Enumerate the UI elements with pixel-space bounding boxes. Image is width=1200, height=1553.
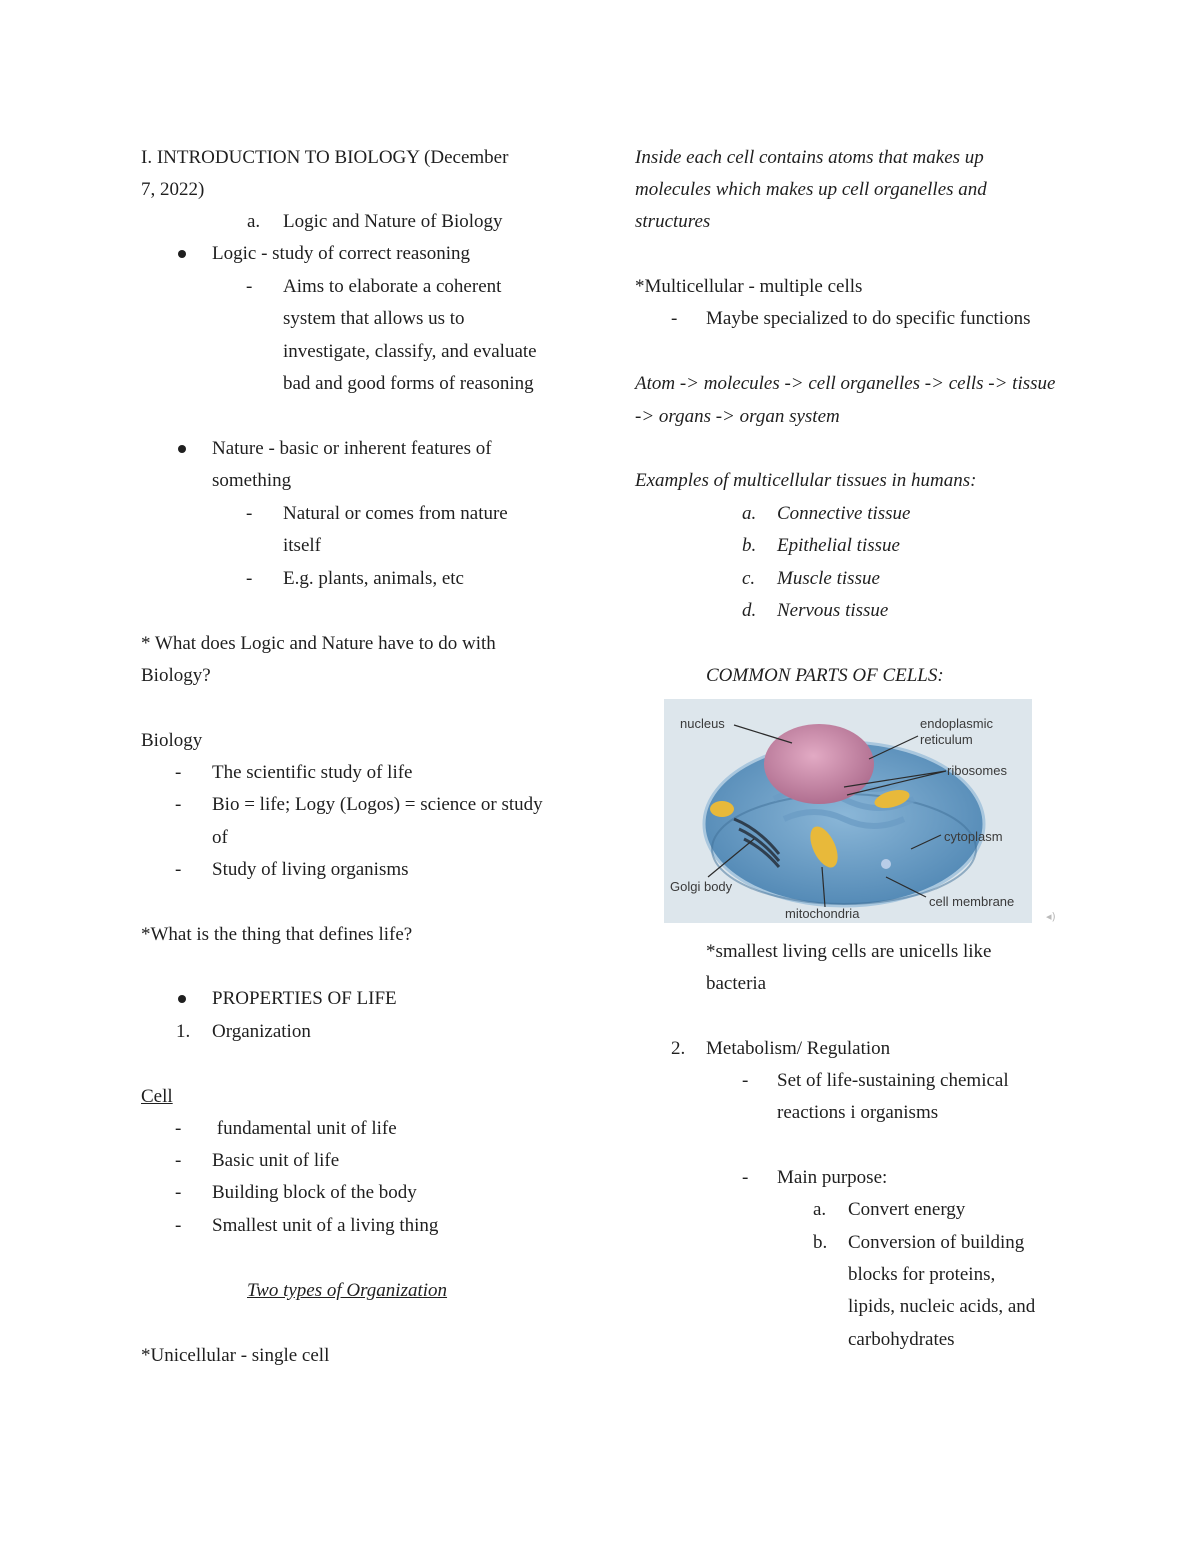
nature-sub-line: itself bbox=[283, 535, 321, 556]
list-marker: c. bbox=[742, 568, 756, 589]
logic-sub-line: investigate, classify, and evaluate bbox=[283, 341, 537, 362]
list-marker: 1. bbox=[176, 1021, 191, 1042]
list-marker: d. bbox=[742, 600, 757, 621]
dash-marker: - bbox=[742, 1167, 749, 1188]
cell-item: fundamental unit of life bbox=[212, 1118, 397, 1139]
bullet-dot bbox=[178, 445, 186, 453]
dash-marker: - bbox=[671, 308, 678, 329]
inside-cell-line: structures bbox=[635, 211, 711, 232]
logic-sub-line: bad and good forms of reasoning bbox=[283, 373, 534, 394]
bullet-dot bbox=[178, 995, 186, 1003]
tissue-item: Nervous tissue bbox=[777, 600, 889, 621]
inside-cell-line: Inside each cell contains atoms that makes up bbox=[635, 147, 984, 168]
section-heading-line2: 7, 2022) bbox=[141, 179, 205, 200]
purpose-line: carbohydrates bbox=[848, 1329, 955, 1350]
tissue-item: Muscle tissue bbox=[777, 568, 880, 589]
cell-item: Building block of the body bbox=[212, 1182, 417, 1203]
cell-title: Cell bbox=[141, 1086, 173, 1107]
dash-marker: - bbox=[175, 1215, 182, 1236]
subsection-title: Logic and Nature of Biology bbox=[283, 211, 503, 232]
dash-marker: - bbox=[246, 503, 253, 524]
list-marker: b. bbox=[813, 1232, 828, 1253]
logic-sub-line: system that allows us to bbox=[283, 308, 465, 329]
dash-marker: - bbox=[742, 1070, 749, 1091]
tissue-item: Epithelial tissue bbox=[777, 535, 900, 556]
multicellular-definition: *Multicellular - multiple cells bbox=[635, 276, 863, 297]
question-line2: Biology? bbox=[141, 665, 211, 686]
dash-marker: - bbox=[175, 762, 182, 783]
biology-title: Biology bbox=[141, 730, 203, 751]
cell-item: Basic unit of life bbox=[212, 1150, 340, 1171]
logic-definition: Logic - study of correct reasoning bbox=[212, 243, 470, 264]
smallest-cells-line1: *smallest living cells are unicells like bbox=[706, 941, 992, 962]
dash-marker: - bbox=[246, 568, 253, 589]
list-marker: a. bbox=[742, 503, 757, 524]
bullet-dot bbox=[178, 250, 186, 258]
label-endoplasmic: endoplasmic bbox=[920, 716, 993, 731]
list-marker: b. bbox=[742, 535, 757, 556]
organization-label: Organization bbox=[212, 1021, 311, 1042]
hierarchy-line2: -> organs -> organ system bbox=[635, 406, 840, 427]
vesicle-shape bbox=[881, 859, 891, 869]
biology-item: The scientific study of life bbox=[212, 762, 413, 783]
hierarchy-line1: Atom -> molecules -> cell organelles -> cells -> tissue bbox=[635, 373, 1056, 394]
dash-marker: - bbox=[175, 794, 182, 815]
tissue-item: Connective tissue bbox=[777, 503, 911, 524]
nature-sub-line: Natural or comes from nature bbox=[283, 503, 508, 524]
cell-item: Smallest unit of a living thing bbox=[212, 1215, 439, 1236]
metabolism-sub-line: Main purpose: bbox=[777, 1167, 888, 1188]
unicellular-definition: *Unicellular - single cell bbox=[141, 1345, 330, 1366]
nature-definition-line1: Nature - basic or inherent features of bbox=[212, 438, 492, 459]
metabolism-sub-line: Set of life-sustaining chemical bbox=[777, 1070, 1009, 1091]
examples-title: Examples of multicellular tissues in humans: bbox=[635, 470, 977, 491]
purpose-line: Conversion of building bbox=[848, 1232, 1025, 1253]
biology-item: Study of living organisms bbox=[212, 859, 409, 880]
common-parts-heading: COMMON PARTS OF CELLS: bbox=[706, 665, 944, 686]
multicellular-sub: Maybe specialized to do specific functions bbox=[706, 308, 1031, 329]
subsection-marker: a. bbox=[247, 211, 261, 232]
label-golgi: Golgi body bbox=[670, 879, 733, 894]
list-marker: 2. bbox=[671, 1038, 686, 1059]
section-heading-line1: I. INTRODUCTION TO BIOLOGY (December bbox=[141, 147, 509, 168]
two-types-heading: Two types of Organization bbox=[247, 1280, 448, 1301]
nature-definition-line2: something bbox=[212, 470, 292, 491]
label-cell-membrane: cell membrane bbox=[929, 894, 1015, 909]
dash-marker: - bbox=[175, 1150, 182, 1171]
dash-marker: - bbox=[175, 859, 182, 880]
question-defines-life: *What is the thing that defines life? bbox=[141, 924, 413, 945]
purpose-line: Convert energy bbox=[848, 1199, 966, 1220]
biology-item: of bbox=[212, 827, 228, 848]
label-mitochondria: mitochondria bbox=[785, 906, 860, 921]
metabolism-label: Metabolism/ Regulation bbox=[706, 1038, 891, 1059]
biology-item: Bio = life; Logy (Logos) = science or study bbox=[212, 794, 543, 815]
inside-cell-line: molecules which makes up cell organelles and bbox=[635, 179, 987, 200]
metabolism-sub-line: reactions i organisms bbox=[777, 1102, 939, 1123]
cell-diagram bbox=[664, 699, 1032, 923]
speaker-icon[interactable]: ◂) bbox=[1046, 910, 1056, 923]
mitochondrion-shape bbox=[710, 801, 734, 817]
nature-sub-line: E.g. plants, animals, etc bbox=[283, 568, 464, 589]
label-nucleus: nucleus bbox=[680, 716, 725, 731]
dash-marker: - bbox=[175, 1118, 182, 1139]
smallest-cells-line2: bacteria bbox=[706, 973, 767, 994]
logic-sub-line: Aims to elaborate a coherent bbox=[283, 276, 502, 297]
label-reticulum: reticulum bbox=[920, 732, 973, 747]
purpose-line: blocks for proteins, bbox=[848, 1264, 996, 1285]
purpose-line: lipids, nucleic acids, and bbox=[848, 1296, 1036, 1317]
properties-of-life: PROPERTIES OF LIFE bbox=[212, 988, 397, 1009]
dash-marker: - bbox=[175, 1182, 182, 1203]
label-cytoplasm: cytoplasm bbox=[944, 829, 1003, 844]
dash-marker: - bbox=[246, 276, 253, 297]
label-ribosomes: ribosomes bbox=[947, 763, 1007, 778]
question-line1: * What does Logic and Nature have to do with bbox=[141, 633, 496, 654]
list-marker: a. bbox=[813, 1199, 827, 1220]
